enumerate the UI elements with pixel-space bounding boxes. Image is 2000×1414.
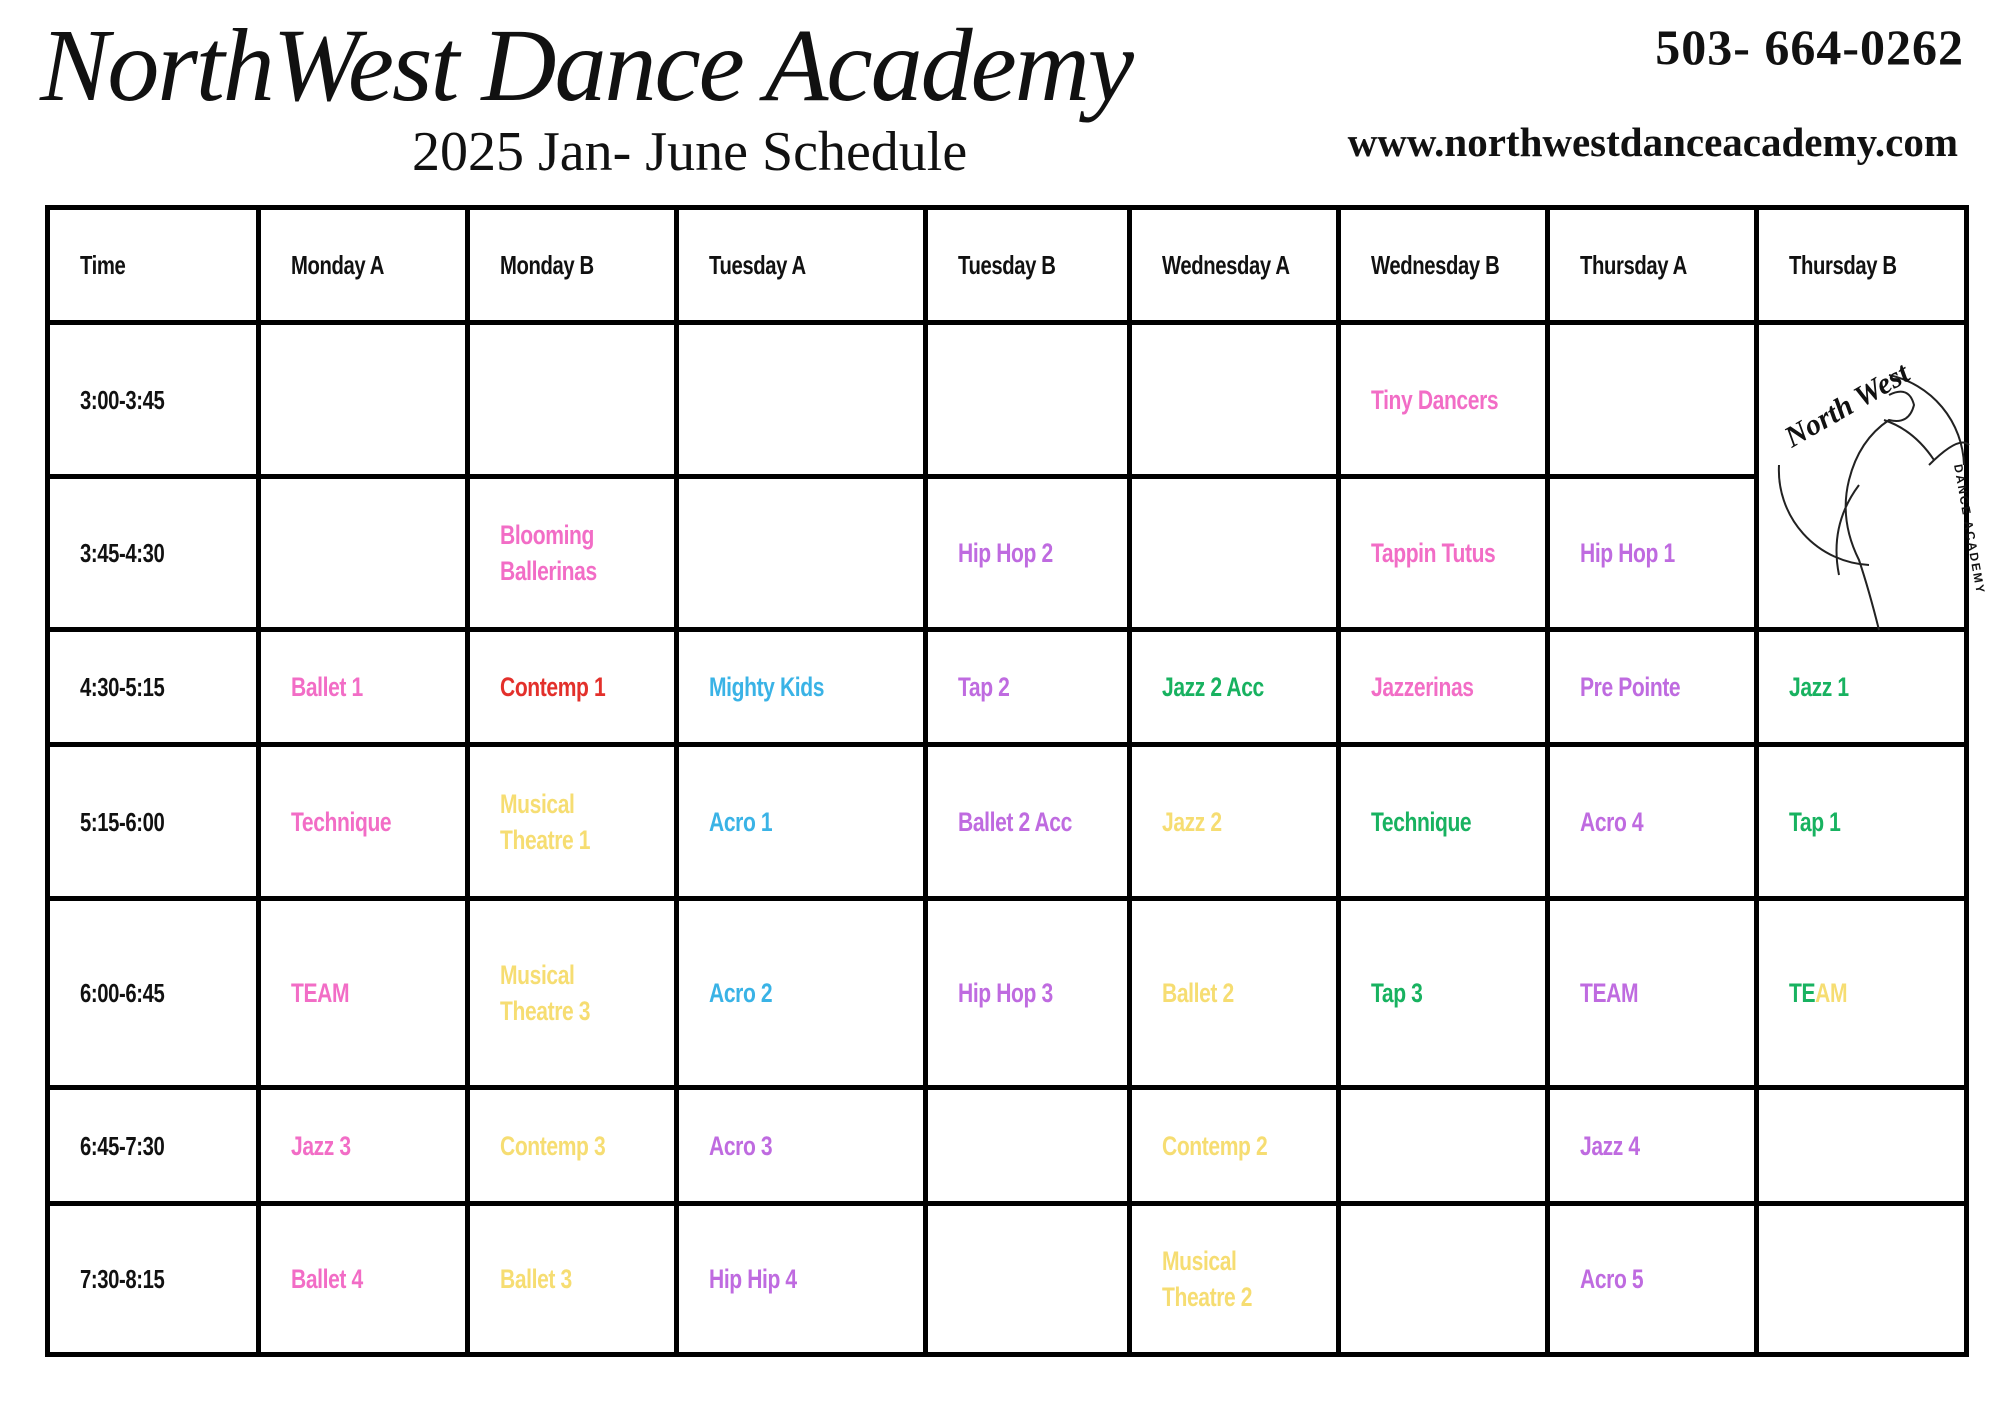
class-label: Blooming Ballerinas [500,520,597,586]
class-cell [1548,630,1757,745]
class-cell [1548,745,1757,899]
class-cell [468,899,677,1088]
column-header-label: Thursday A [1580,250,1687,280]
column-header [677,208,926,323]
time-cell [48,323,259,477]
class-label: Tiny Dancers [1371,384,1499,415]
time-label: 4:30-5:15 [80,672,165,702]
class-cell [677,630,926,745]
empty-cell [1130,323,1339,477]
logo-bottom-text: DANCE ACADEMY [1951,463,1988,596]
class-label: Hip Hop 1 [1580,538,1675,568]
class-label: Jazz 2 [1162,806,1222,837]
class-cell [1339,745,1548,899]
class-cell [926,477,1130,630]
empty-cell [926,323,1130,477]
column-header-label: Time [80,250,126,280]
class-cell [1548,1204,1757,1355]
time-cell [48,899,259,1088]
class-label: Mighty Kids [709,672,825,702]
class-label: Hip Hop 3 [958,978,1053,1008]
class-label: Technique [1371,806,1472,837]
class-cell [1548,1088,1757,1204]
class-label: Contemp 1 [500,672,606,702]
class-cell [1757,630,1967,745]
class-cell [1339,477,1548,630]
empty-cell [1548,323,1757,477]
time-label: 3:00-3:45 [80,384,165,415]
class-label: Jazz 4 [1580,1130,1640,1161]
class-cell [468,1088,677,1204]
phone-number: 503- 664-0262 [1655,19,1964,75]
column-header [1130,208,1339,323]
class-cell [677,1088,926,1204]
time-cell [48,477,259,630]
class-label: Tap 1 [1789,806,1841,837]
schedule-table [45,205,1988,1357]
schedule-subtitle: 2025 Jan- June Schedule [412,121,968,183]
class-label-segment: TE [1789,978,1816,1008]
column-header-label: Tuesday A [709,250,806,280]
column-header [926,208,1130,323]
class-cell [677,745,926,899]
class-cell [468,1204,677,1355]
class-label: Musical Theatre 1 [500,788,591,855]
class-label: Musical Theatre 2 [1162,1246,1253,1312]
empty-cell [926,1088,1130,1204]
website-url: www.northwestdanceacademy.com [1347,119,1958,165]
class-label: Acro 4 [1580,806,1644,837]
time-cell [48,630,259,745]
class-cell [926,899,1130,1088]
time-label: 7:30-8:15 [80,1264,165,1294]
empty-cell [1339,1088,1548,1204]
class-label: Ballet 4 [291,1264,363,1294]
class-label: Jazz 2 Acc [1162,672,1264,702]
column-header [468,208,677,323]
class-label: TEAM [1580,978,1639,1008]
class-label [1789,975,1847,1011]
time-label: 5:15-6:00 [80,806,165,837]
class-cell [1339,630,1548,745]
column-header [48,208,259,323]
class-cell [259,1088,468,1204]
class-label: Jazzerinas [1371,672,1474,702]
class-cell [677,1204,926,1355]
class-label: Acro 2 [709,978,773,1008]
schedule-row [48,477,1967,630]
column-header-label: Wednesday A [1162,250,1290,280]
class-cell [259,1204,468,1355]
academy-title: NorthWest Dance Academy [40,8,1133,123]
logo-cell [1757,323,1988,630]
empty-cell [926,1204,1130,1355]
column-header [1757,208,1967,323]
class-cell [677,899,926,1088]
class-label: Ballet 2 Acc [958,806,1072,837]
class-cell [259,630,468,745]
column-header-label: Monday A [291,250,385,280]
class-label-segment: AM [1815,978,1848,1008]
class-cell [1130,1204,1339,1355]
class-cell [1130,630,1339,745]
empty-cell [1757,1204,1967,1355]
class-cell [1548,477,1757,630]
class-cell [259,899,468,1088]
class-label: Hip Hip 4 [709,1264,797,1294]
class-cell [926,630,1130,745]
column-header-label: Tuesday B [958,250,1056,280]
schedule-row [48,1088,1967,1204]
column-header [1548,208,1757,323]
empty-cell [259,477,468,630]
class-label: Pre Pointe [1580,672,1681,702]
column-header [1339,208,1548,323]
class-cell [1339,899,1548,1088]
class-label: Tap 3 [1371,978,1423,1008]
time-label: 6:45-7:30 [80,1130,165,1161]
class-label: Acro 5 [1580,1264,1644,1294]
class-label: Contemp 2 [1162,1130,1268,1161]
schedule-row [48,745,1967,899]
class-label: Tappin Tutus [1371,538,1496,568]
class-cell [468,745,677,899]
empty-cell [1339,1204,1548,1355]
class-cell [1757,899,1967,1088]
empty-cell [259,323,468,477]
class-cell [1339,323,1548,477]
class-label: Technique [291,806,392,837]
class-label: Hip Hop 2 [958,538,1053,568]
dancer-logo-icon [1739,315,1988,635]
class-label: Tap 2 [958,672,1010,702]
class-label: TEAM [291,978,350,1008]
class-cell [1757,745,1967,899]
time-cell [48,745,259,899]
class-cell [1130,1088,1339,1204]
column-header-label: Wednesday B [1371,250,1500,280]
class-cell [259,745,468,899]
header-row [48,208,1967,323]
column-header-label: Monday B [500,250,594,280]
logo-top-text: North West [1778,356,1915,455]
column-header [259,208,468,323]
class-cell [1130,899,1339,1088]
schedule-row [48,630,1967,745]
time-label: 6:00-6:45 [80,978,165,1008]
empty-cell [1130,477,1339,630]
schedule-row [48,1204,1967,1355]
class-cell [468,477,677,630]
time-cell [48,1088,259,1204]
class-label: Ballet 2 [1162,978,1234,1008]
empty-cell [677,477,926,630]
time-label: 3:45-4:30 [80,538,165,568]
class-label: Musical Theatre 3 [500,960,591,1026]
empty-cell [468,323,677,477]
class-cell [1548,899,1757,1088]
schedule-row [48,899,1967,1088]
column-header-label: Thursday B [1789,250,1897,280]
time-cell [48,1204,259,1355]
class-label: Ballet 3 [500,1264,572,1294]
class-label: Jazz 3 [291,1130,351,1161]
class-label: Jazz 1 [1789,672,1849,702]
class-cell [926,745,1130,899]
schedule-row [48,323,1967,477]
empty-cell [1757,1088,1967,1204]
class-cell [1130,745,1339,899]
class-label: Acro 1 [709,806,773,837]
class-label: Acro 3 [709,1130,773,1161]
empty-cell [677,323,926,477]
class-label: Ballet 1 [291,672,363,702]
class-label: Contemp 3 [500,1130,606,1161]
class-cell [468,630,677,745]
